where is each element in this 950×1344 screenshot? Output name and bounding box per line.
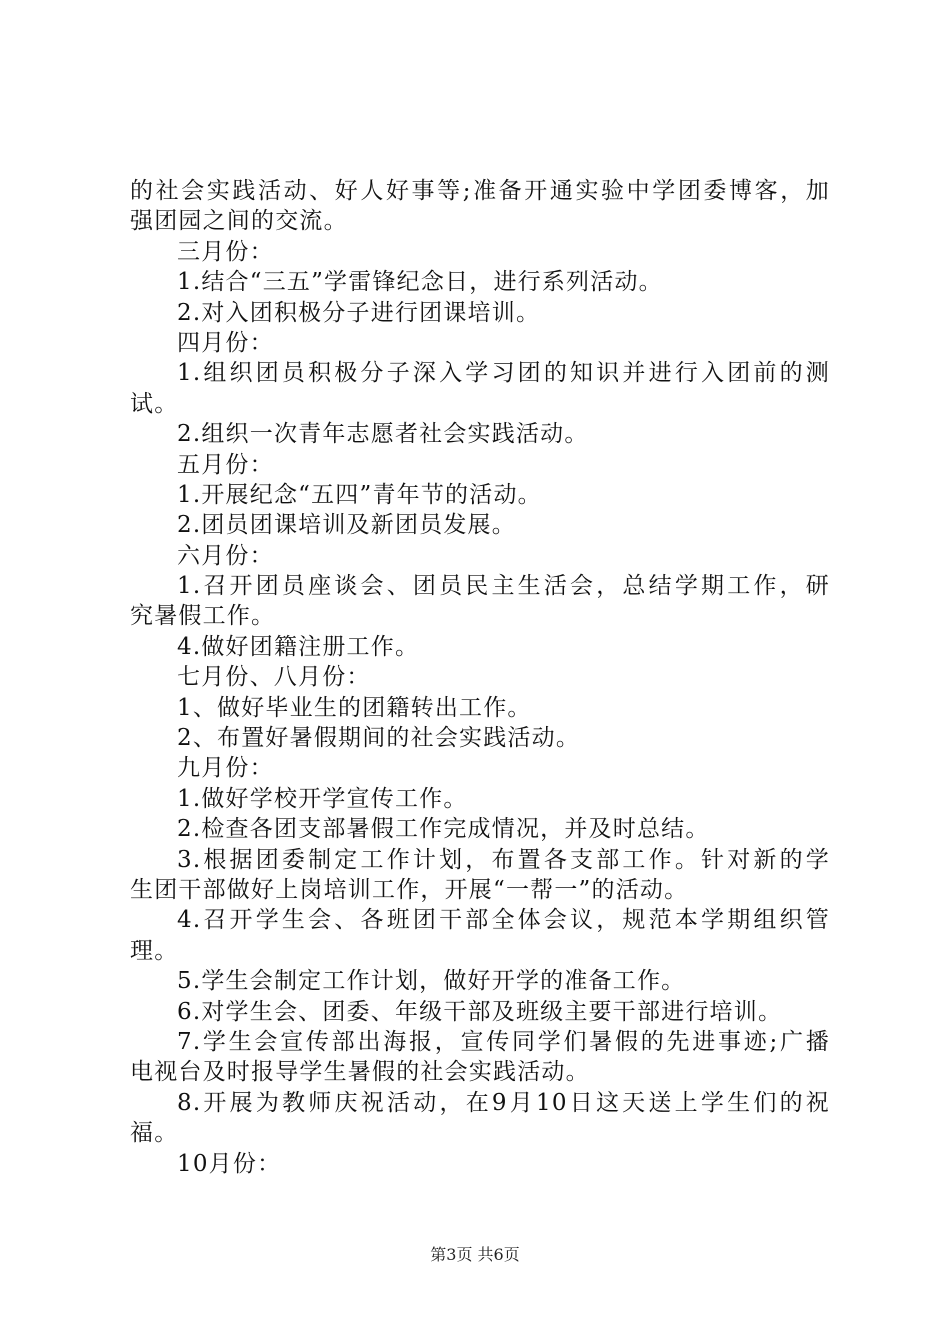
- page-footer: [0, 1245, 950, 1265]
- list-item: 5.学生会制定工作计划，做好开学的准备工作。: [177, 968, 686, 995]
- paragraph-line: 的社会实践活动、好人好事等;准备开通实验中学团委博客，加: [130, 178, 830, 204]
- list-item: 6.对学生会、团委、年级干部及班级主要干部进行培训。: [177, 998, 783, 1025]
- month-heading: 五月份：: [177, 451, 274, 478]
- month-heading: 四月份：: [177, 329, 274, 356]
- list-item: 2.对入团积极分子进行团课培训。: [177, 299, 541, 326]
- month-heading: 10月份：: [177, 1150, 282, 1177]
- list-item: 2.团员团课培训及新团员发展。: [177, 512, 516, 539]
- list-item: 1.召开团员座谈会、团员民主生活会，总结学期工作，研: [177, 573, 830, 600]
- list-item: 7.学生会宣传部出海报，宣传同学们暑假的先进事迹;广播: [177, 1028, 830, 1055]
- list-item: 4.召开学生会、各班团干部全体会议，规范本学期组织管: [177, 907, 830, 934]
- paragraph-line: 强团园之间的交流。: [130, 208, 348, 235]
- list-item-continuation: 电视台及时报导学生暑假的社会实践活动。: [130, 1059, 590, 1086]
- list-item-continuation: 理。: [130, 937, 179, 964]
- list-item: 1.组织团员积极分子深入学习团的知识并进行入团前的测: [177, 360, 830, 387]
- list-item: 2、布置好暑假期间的社会实践活动。: [177, 725, 581, 752]
- month-heading: 九月份：: [177, 755, 274, 782]
- list-item-continuation: 试。: [130, 390, 179, 417]
- month-heading: 六月份：: [177, 542, 274, 569]
- document-body: [130, 176, 830, 1179]
- list-item: 1、做好毕业生的团籍转出工作。: [177, 694, 532, 721]
- list-item: 3.根据团委制定工作计划，布置各支部工作。针对新的学: [177, 846, 830, 873]
- page-number: 第3页 共6页: [430, 1245, 520, 1264]
- list-item: 8.开展为教师庆祝活动，在9月10日这天送上学生们的祝: [177, 1089, 830, 1116]
- month-heading: 三月份：: [177, 238, 274, 265]
- list-item-continuation: 福。: [130, 1120, 179, 1147]
- list-item: 4.做好团籍注册工作。: [177, 633, 420, 660]
- list-item: 1.结合“三五”学雷锋纪念日，进行系列活动。: [177, 269, 663, 296]
- list-item: 1.做好学校开学宣传工作。: [177, 785, 468, 812]
- list-item: 2.检查各团支部暑假工作完成情况，并及时总结。: [177, 816, 710, 843]
- list-item: 2.组织一次青年志愿者社会实践活动。: [177, 421, 589, 448]
- list-item-continuation: 究暑假工作。: [130, 603, 276, 630]
- list-item: 1.开展纪念“五四”青年节的活动。: [177, 481, 542, 508]
- month-heading: 七月份、八月份：: [177, 664, 371, 691]
- list-item-continuation: 生团干部做好上岗培训工作，开展“一帮一”的活动。: [130, 876, 689, 903]
